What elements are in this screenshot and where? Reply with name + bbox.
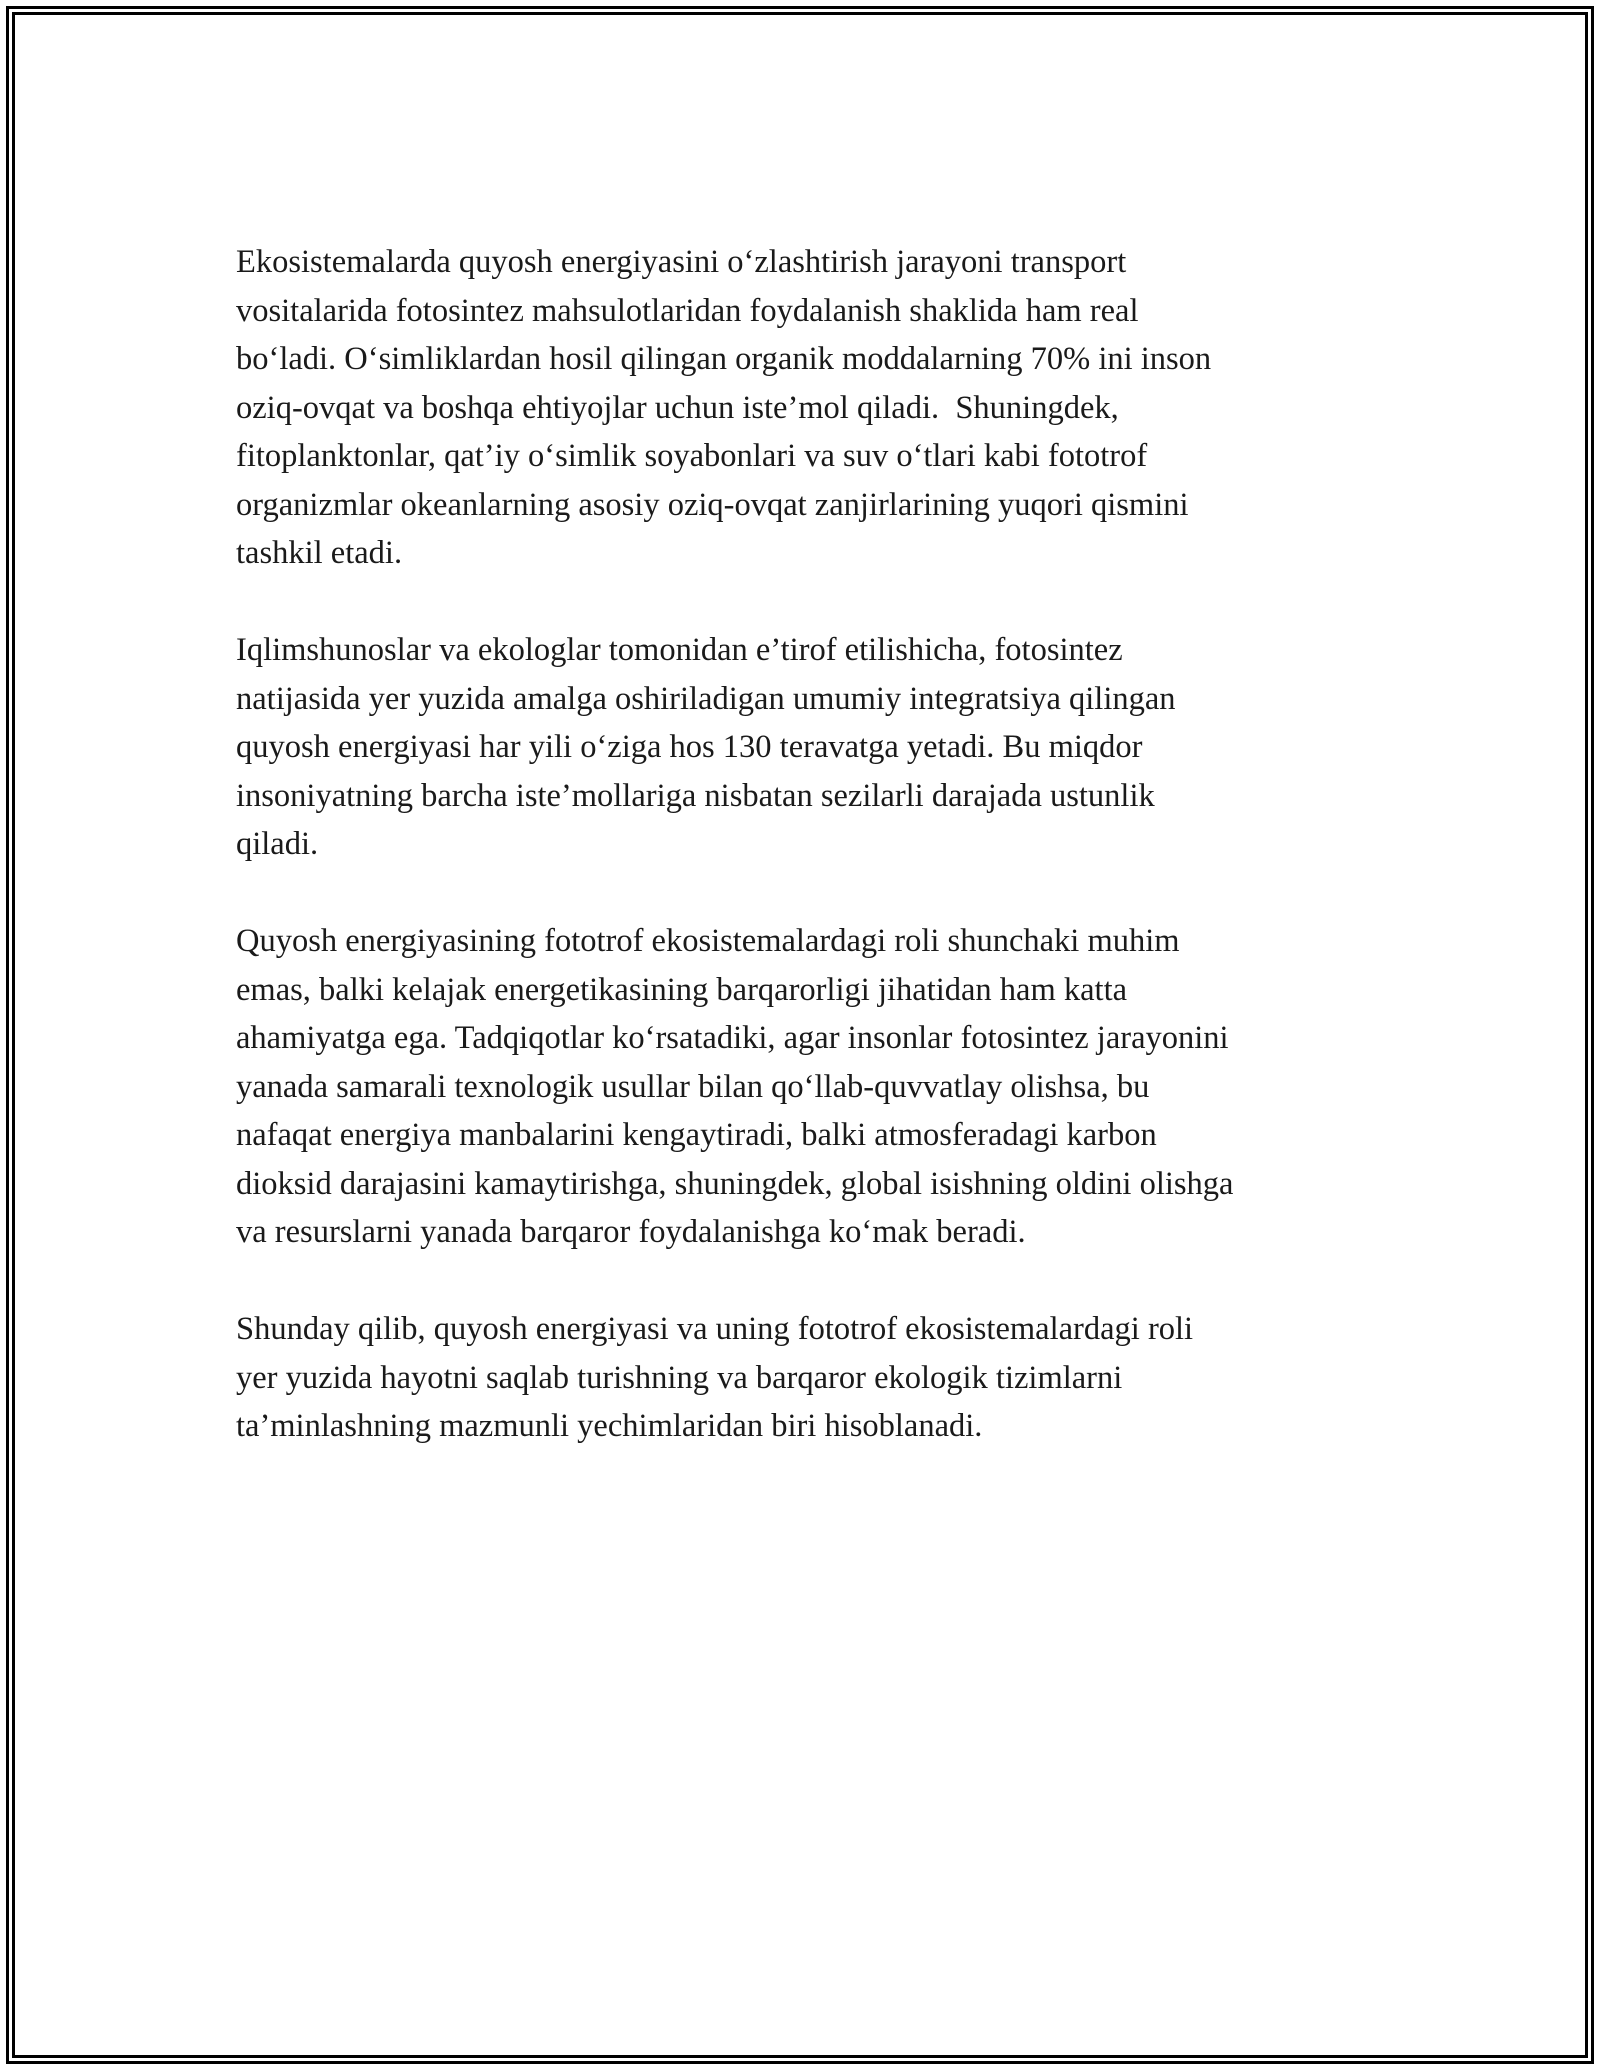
paragraph-2: [236, 626, 1376, 869]
document-body: [236, 238, 1376, 1451]
paragraph-1: [236, 238, 1376, 578]
text-line: va resurslarni yanada barqaror foydalanishga ko‘mak beradi.: [236, 1214, 1026, 1250]
text-line: natijasida yer yuzida amalga oshiriladigan umumiy integratsiya qilingan: [236, 680, 1176, 717]
text-line: Quyosh energiyasining fototrof ekosistemalardagi roli shunchaki muhim: [236, 923, 1180, 959]
text-line: ahamiyatga ega. Tadqiqotlar ko‘rsatadiki, agar insonlar fotosintez jarayonini: [236, 1020, 1229, 1056]
text-line: bo‘ladi. O‘simliklardan hosil qilingan organik moddalarning 70% ini inson: [236, 341, 1212, 377]
text-line: insoniyatning barcha iste’mollariga nisbatan sezilarli darajada ustunlik: [236, 777, 1155, 814]
text-line: dioksid darajasini kamaytirishga, shuningdek, global isishning oldini olishga: [236, 1165, 1234, 1202]
text-line: vositalarida fotosintez mahsulotlaridan foydalanish shaklida ham real: [236, 292, 1139, 329]
text-line: fitoplanktonlar, qat’iy o‘simlik soyabonlari va suv o‘tlari kabi fototrof: [236, 438, 1148, 474]
paragraph-3: [236, 917, 1376, 1257]
text-line: Ekosistemalarda quyosh energiyasini o‘zlashtirish jarayoni transport: [236, 244, 1127, 280]
paragraph-4: [236, 1305, 1376, 1451]
text-line: ta’minlashning mazmunli yechimlaridan biri hisoblanadi.: [236, 1408, 983, 1444]
text-line: yer yuzida hayotni saqlab turishning va barqaror ekologik tizimlarni: [236, 1359, 1123, 1396]
text-line: emas, balki kelajak energetikasining barqarorligi jihatidan ham katta: [236, 971, 1128, 1008]
text-line: oziq-ovqat va boshqa ehtiyojlar uchun iste’mol qiladi. Shuningdek,: [236, 389, 1119, 426]
text-line: Shunday qilib, quyosh energiyasi va uning fototrof ekosistemalardagi roli: [236, 1311, 1194, 1347]
text-line: quyosh energiyasi har yili o‘ziga hos 130 teravatga yetadi. Bu miqdor: [236, 729, 1143, 765]
text-line: nafaqat energiya manbalarini kengaytiradi, balki atmosferadagi karbon: [236, 1117, 1157, 1153]
text-line: yanada samarali texnologik usullar bilan qo‘llab-quvvatlay olishsa, bu: [236, 1068, 1150, 1105]
text-line: Iqlimshunoslar va ekologlar tomonidan e’tirof etilishicha, fotosintez: [236, 632, 1123, 668]
text-line: organizmlar okeanlarning asosiy oziq-ovqat zanjirlarining yuqori qismini: [236, 486, 1189, 523]
text-line: tashkil etadi.: [236, 535, 403, 571]
text-line: qiladi.: [236, 826, 319, 862]
